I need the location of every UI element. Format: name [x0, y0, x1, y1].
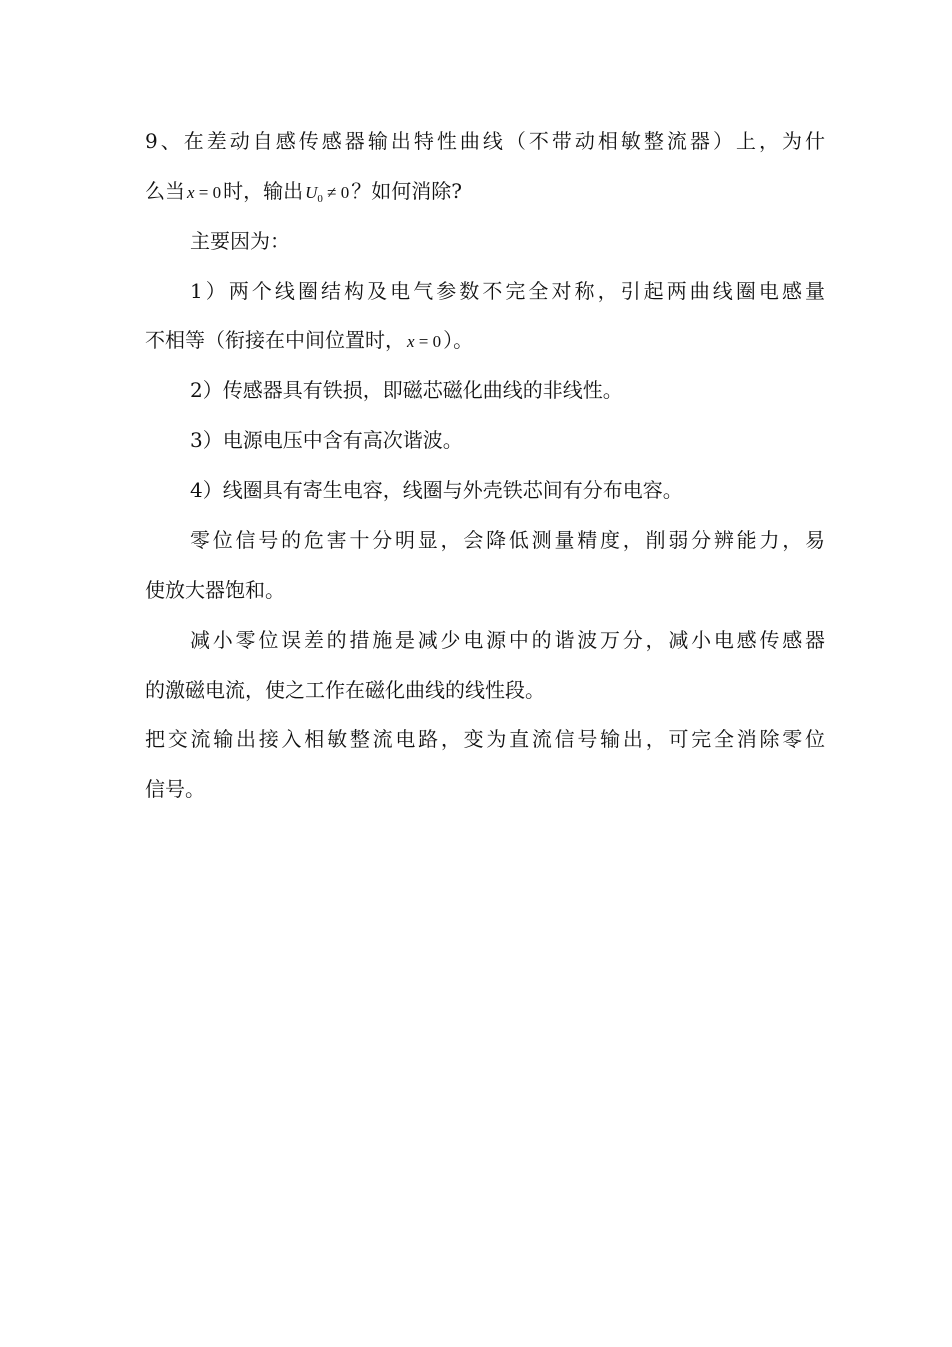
measure-line-1: 减小零位误差的措施是减少电源中的谐波万分，减小电感传感器: [190, 628, 825, 652]
final-line-1: 把交流输出接入相敏整流电路，变为直流信号输出，可完全消除零位: [145, 727, 825, 751]
formula-x-equals-zero: [185, 183, 223, 202]
question-line-2-suffix: ？如何消除?: [351, 179, 462, 203]
final-line-2: 信号。: [145, 777, 205, 801]
question-line-2-middle: 时，输出: [223, 179, 304, 203]
formula-u0-not-zero: [303, 183, 351, 205]
question-line-2-prefix: 么当: [145, 179, 185, 203]
not-equal-zero: ≠ 0: [322, 183, 350, 202]
harm-line-2: 使放大器饱和。: [145, 578, 285, 602]
question-line-2: [145, 173, 825, 209]
answer-intro: 主要因为：: [190, 229, 290, 253]
variable-x: x: [187, 183, 195, 202]
question-line-1: 9、在差动自感传感器输出特性曲线（不带动相敏整流器）上，为什: [145, 129, 825, 153]
equals-zero: = 0: [194, 183, 222, 202]
harm-line-1: 零位信号的危害十分明显，会降低测量精度，削弱分辨能力，易: [190, 528, 825, 552]
variable-x-2: x: [407, 332, 415, 351]
formula-x-equals-zero-2: [405, 332, 443, 351]
measure-line-2: 的激磁电流，使之工作在磁化曲线的线性段。: [145, 678, 545, 702]
reason-1-line-2: [145, 322, 825, 358]
equals-zero-2: = 0: [414, 332, 442, 351]
reason-1-line-2-suffix: ）。: [443, 328, 474, 352]
variable-u: U: [305, 183, 318, 202]
reason-4: 4）线圈具有寄生电容，线圈与外壳铁芯间有分布电容。: [190, 478, 683, 502]
reason-3: 3）电源电压中含有高次谐波。: [190, 428, 463, 452]
reason-2: 2）传感器具有铁损，即磁芯磁化曲线的非线性。: [190, 378, 623, 402]
subscript-zero: 0: [317, 193, 323, 205]
reason-1-line-1: 1）两个线圈结构及电气参数不完全对称，引起两曲线圈电感量: [190, 279, 825, 303]
reason-1-line-2-prefix: 不相等（衔接在中间位置时，: [145, 328, 405, 352]
